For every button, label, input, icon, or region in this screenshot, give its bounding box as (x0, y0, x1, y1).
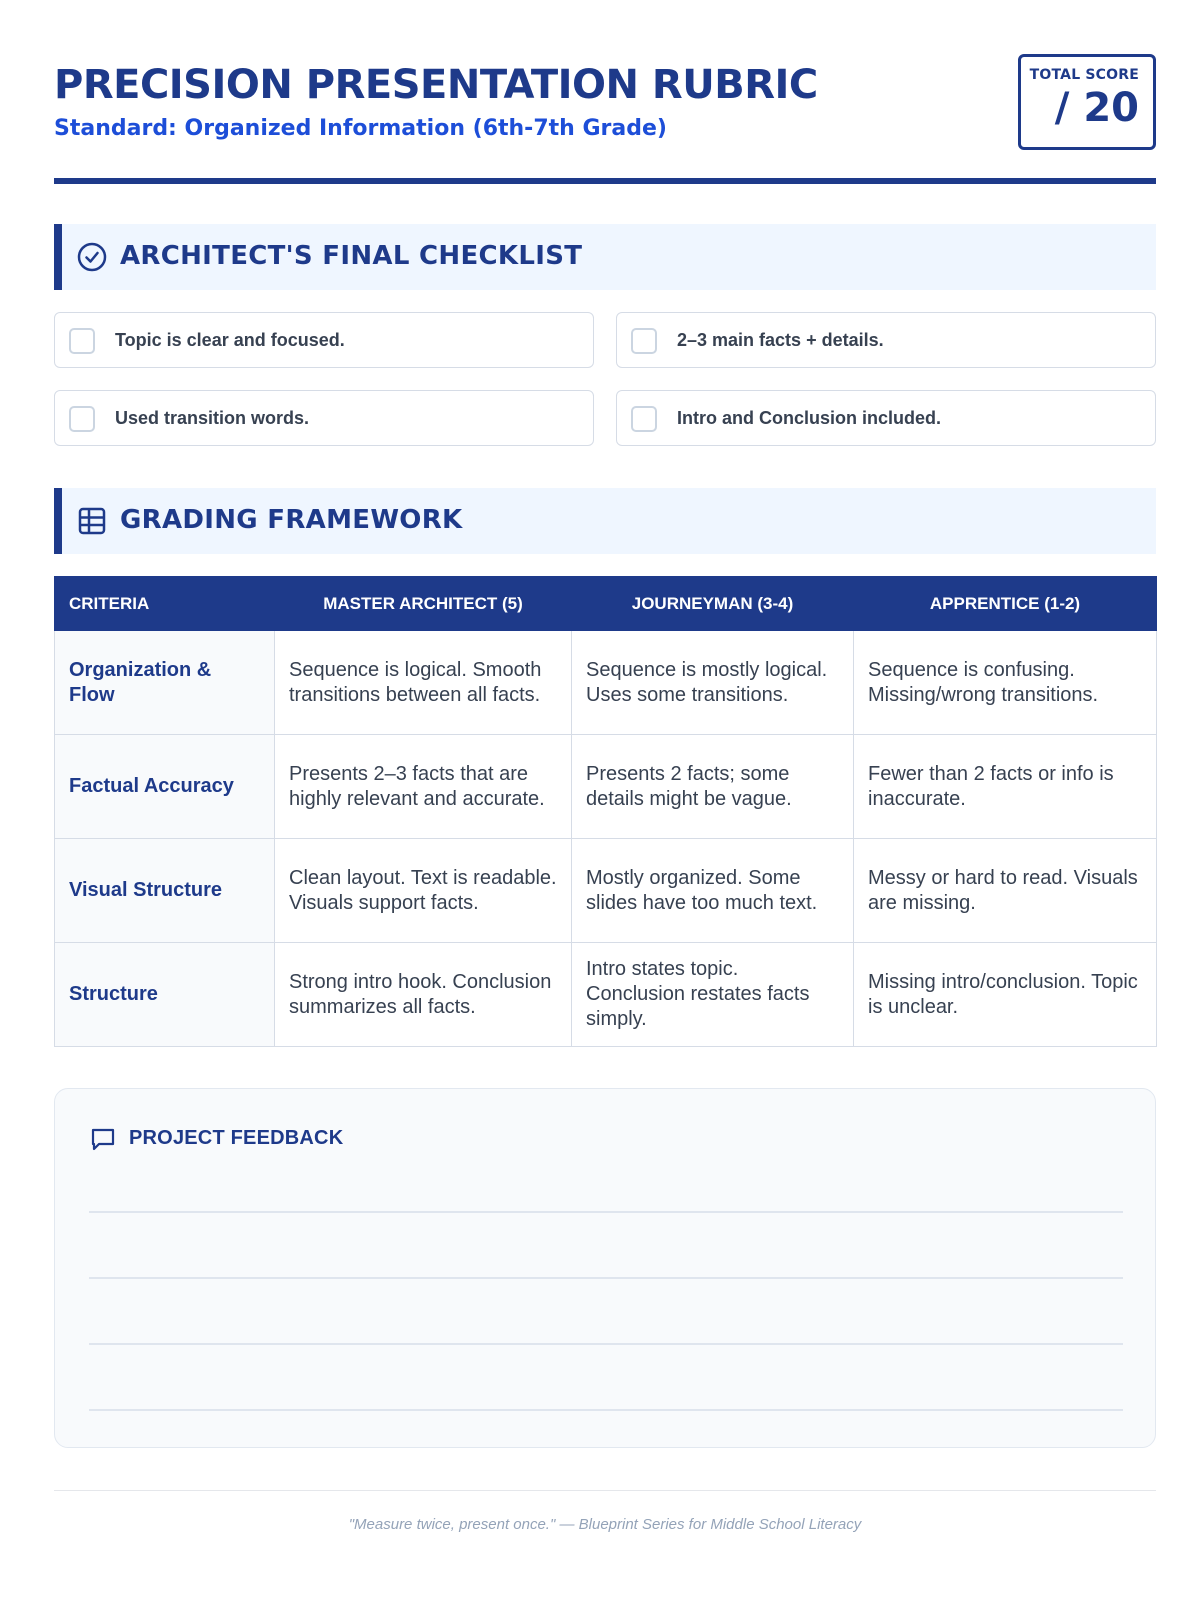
writing-line[interactable] (89, 1343, 1123, 1345)
master-cell: Presents 2–3 facts that are highly relevant and accurate. (275, 735, 572, 839)
checklist-item[interactable] (616, 390, 1156, 446)
table-row (55, 943, 1157, 1047)
writing-line[interactable] (89, 1277, 1123, 1279)
checklist-item[interactable] (616, 312, 1156, 368)
apprentice-cell: Messy or hard to read. Visuals are missing. (854, 839, 1157, 943)
feedback-panel[interactable] (54, 1088, 1156, 1448)
journeyman-cell: Intro states topic. Conclusion restates facts simply. (572, 943, 854, 1047)
column-header-journeyman: JOURNEYMAN (3-4) (572, 577, 854, 631)
apprentice-cell: Sequence is confusing. Missing/wrong transitions. (854, 631, 1157, 735)
checklist-item[interactable] (54, 390, 594, 446)
checkbox[interactable] (631, 328, 657, 354)
apprentice-cell: Fewer than 2 facts or info is inaccurate. (854, 735, 1157, 839)
page-subtitle: Standard: Organized Information (6th-7th Grade) (54, 116, 667, 141)
score-label: TOTAL SCORE (1029, 67, 1139, 83)
checkbox[interactable] (69, 328, 95, 354)
table-grid-icon (76, 505, 108, 537)
writing-line[interactable] (89, 1409, 1123, 1411)
master-cell: Strong intro hook. Conclusion summarizes all facts. (275, 943, 572, 1047)
master-cell: Clean layout. Text is readable. Visuals support facts. (275, 839, 572, 943)
table-row (55, 735, 1157, 839)
speech-bubble-icon (89, 1125, 117, 1153)
journeyman-cell: Presents 2 facts; some details might be vague. (572, 735, 854, 839)
page-header (54, 54, 1156, 184)
criteria-cell: Visual Structure (55, 839, 275, 943)
score-value: / 20 (1054, 85, 1139, 131)
checkbox[interactable] (69, 406, 95, 432)
writing-line[interactable] (89, 1211, 1123, 1213)
checklist-item-label: Used transition words. (115, 408, 310, 428)
checkbox[interactable] (631, 406, 657, 432)
table-row (55, 839, 1157, 943)
table-row (55, 631, 1157, 735)
rubric-table (54, 576, 1157, 1047)
checklist-item-label: Intro and Conclusion included. (677, 408, 941, 428)
total-score-box (1018, 54, 1156, 150)
master-cell: Sequence is logical. Smooth transitions between all facts. (275, 631, 572, 735)
footer-quote: "Measure twice, present once." — Blueprint Series for Middle School Literacy (348, 1516, 862, 1533)
journeyman-cell: Mostly organized. Some slides have too much text. (572, 839, 854, 943)
checklist-item-label: Topic is clear and focused. (115, 330, 345, 350)
checklist-item-label: 2–3 main facts + details. (677, 330, 884, 350)
column-header-criteria: CRITERIA (55, 577, 275, 631)
apprentice-cell: Missing intro/conclusion. Topic is unclear. (854, 943, 1157, 1047)
checklist-title: ARCHITECT'S FINAL CHECKLIST (120, 241, 583, 271)
checklist-item[interactable] (54, 312, 594, 368)
table-header-row (55, 577, 1157, 631)
criteria-cell: Organization & Flow (55, 631, 275, 735)
criteria-cell: Structure (55, 943, 275, 1047)
framework-section-header (54, 488, 1156, 554)
check-circle-icon (76, 241, 108, 273)
column-header-master: MASTER ARCHITECT (5) (275, 577, 572, 631)
journeyman-cell: Sequence is mostly logical. Uses some transitions. (572, 631, 854, 735)
page-title: PRECISION PRESENTATION RUBRIC (54, 62, 818, 108)
framework-title: GRADING FRAMEWORK (120, 505, 463, 535)
criteria-cell: Factual Accuracy (55, 735, 275, 839)
feedback-title: PROJECT FEEDBACK (129, 1127, 344, 1149)
checklist-section-header (54, 224, 1156, 290)
footer-divider (54, 1490, 1156, 1491)
column-header-apprentice: APPRENTICE (1-2) (854, 577, 1157, 631)
